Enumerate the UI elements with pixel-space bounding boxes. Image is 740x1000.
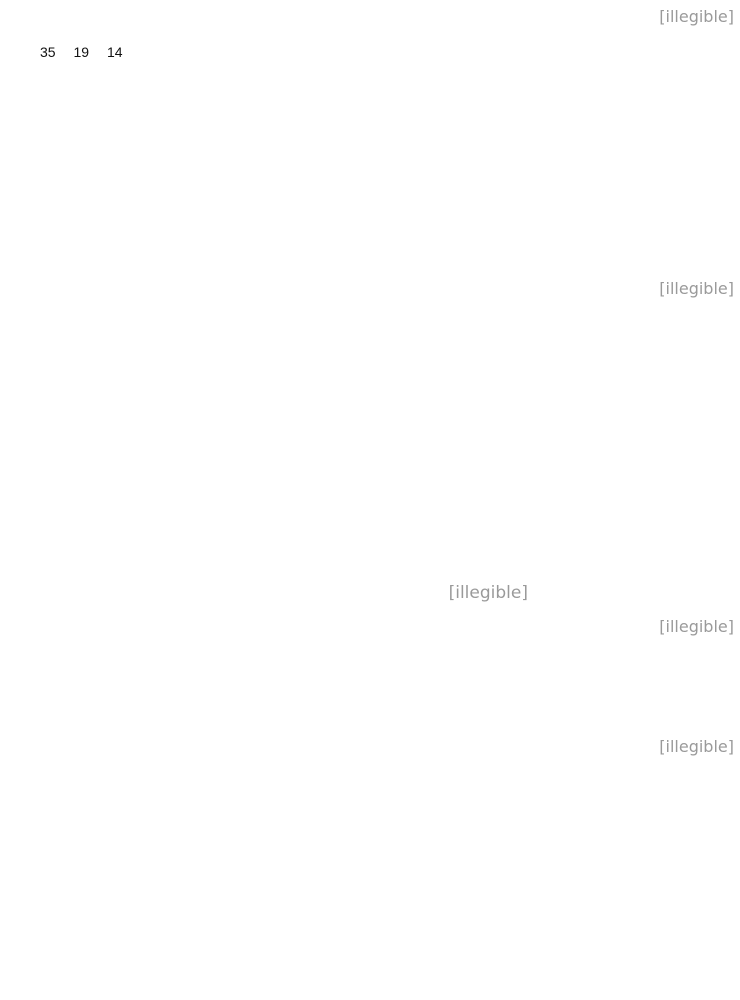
paragraph-1: [illegible] xyxy=(659,7,734,26)
number-19: 19 xyxy=(73,44,90,60)
visible-numbers xyxy=(40,44,137,60)
section-heading-row xyxy=(6,574,734,612)
paragraph-2: [illegible] xyxy=(659,279,734,298)
section-heading: [illegible] xyxy=(448,583,528,603)
number-35: 35 xyxy=(40,44,56,60)
number-14: 14 xyxy=(106,44,123,60)
paragraph-3: [illegible] xyxy=(659,617,734,636)
paragraph-4: [illegible] xyxy=(659,737,734,756)
